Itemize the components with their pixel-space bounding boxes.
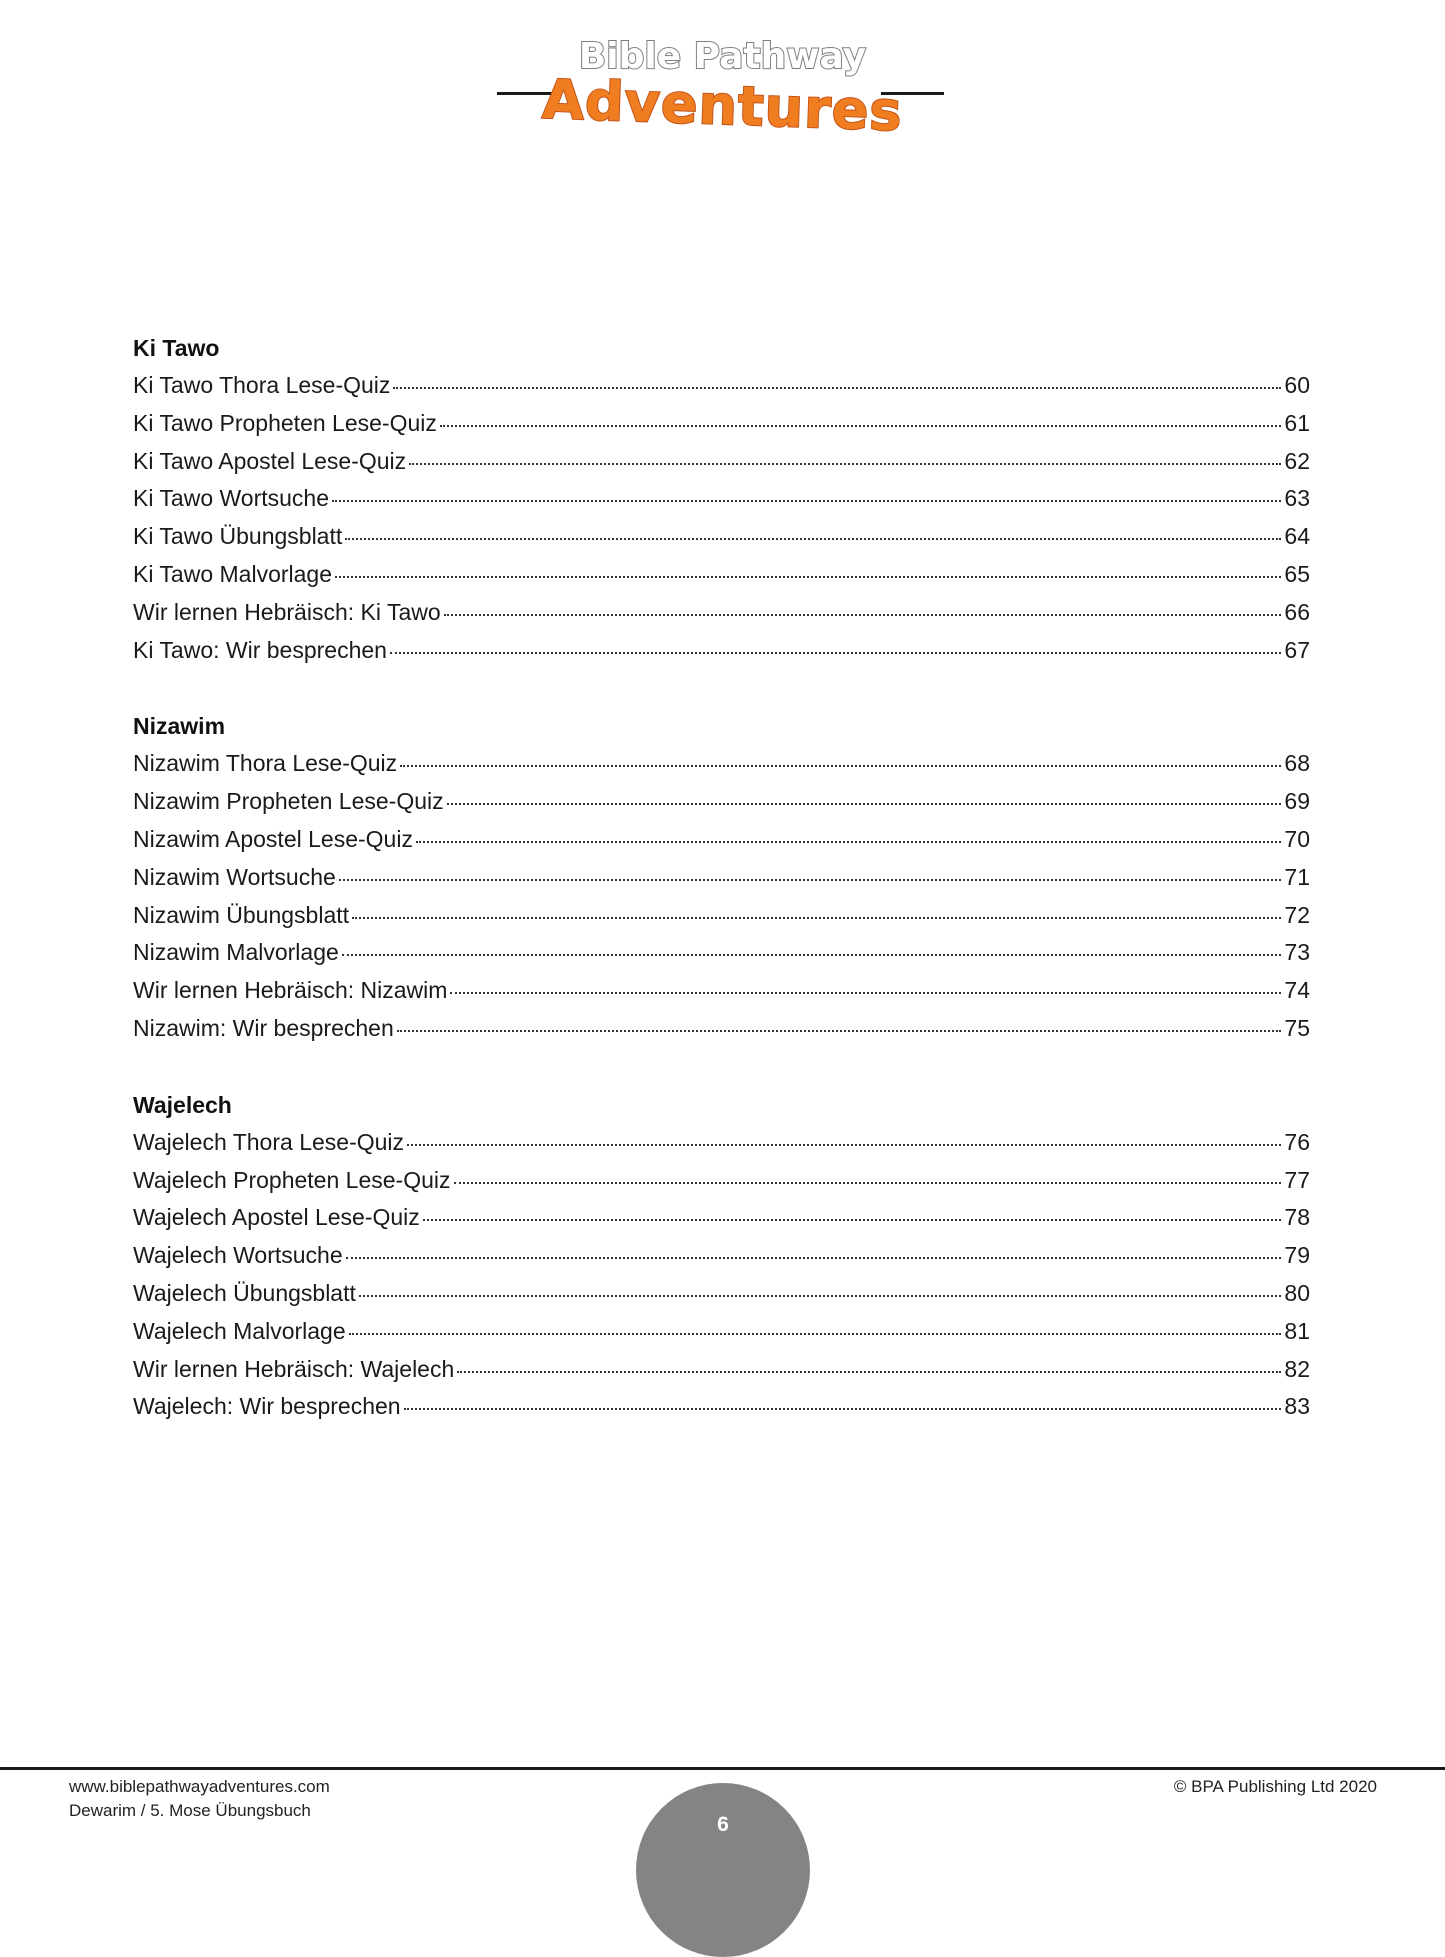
toc-entry[interactable] (133, 1388, 1310, 1426)
dot-leader (444, 613, 1282, 616)
page-number: 6 (717, 1813, 729, 1836)
dot-leader (339, 878, 1282, 881)
entry-page: 62 (1284, 447, 1310, 474)
dot-leader (450, 991, 1281, 994)
entry-page: 65 (1284, 560, 1310, 587)
dot-leader (454, 1181, 1282, 1184)
toc-entry[interactable] (133, 1162, 1310, 1200)
entry-label: Wajelech Apostel Lese-Quiz (133, 1204, 420, 1231)
toc-entry[interactable] (133, 1199, 1310, 1237)
toc-entry[interactable] (133, 367, 1310, 405)
dot-leader (440, 424, 1282, 427)
entry-label: Wajelech Übungsblatt (133, 1279, 356, 1306)
entry-label: Nizawim: Wir besprechen (133, 1014, 394, 1041)
toc-entry[interactable] (133, 443, 1310, 481)
toc-entry[interactable] (133, 859, 1310, 897)
dot-leader (457, 1370, 1281, 1373)
entry-page: 61 (1284, 409, 1310, 436)
entry-label: Ki Tawo: Wir besprechen (133, 636, 387, 663)
entry-label: Ki Tawo Übungsblatt (133, 523, 343, 550)
toc-entry[interactable] (133, 783, 1310, 821)
toc-section (133, 707, 1310, 1047)
footer-website-link[interactable]: www.biblepathwayadventures.com (69, 1777, 330, 1796)
dot-leader (335, 575, 1281, 578)
entry-label: Wajelech Wortsuche (133, 1242, 343, 1269)
entry-label: Ki Tawo Wortsuche (133, 485, 330, 512)
entry-label: Nizawim Propheten Lese-Quiz (133, 788, 444, 815)
entry-label: Wajelech: Wir besprechen (133, 1393, 401, 1420)
entry-label: Nizawim Übungsblatt (133, 901, 350, 928)
footer-copyright: © BPA Publishing Ltd 2020 (1173, 1777, 1377, 1796)
entry-label: Wajelech Thora Lese-Quiz (133, 1128, 405, 1155)
toc-entry[interactable] (133, 405, 1310, 443)
entry-label: Wajelech Propheten Lese-Quiz (133, 1166, 451, 1193)
dot-leader (423, 1218, 1282, 1221)
entry-label: Ki Tawo Apostel Lese-Quiz (133, 447, 407, 474)
entry-label: Ki Tawo Propheten Lese-Quiz (133, 409, 437, 436)
entry-label: Wir lernen Hebräisch: Nizawim (133, 977, 448, 1004)
toc-entry[interactable] (133, 556, 1310, 594)
toc-section (133, 329, 1310, 669)
toc-entry[interactable] (133, 480, 1310, 518)
entry-page: 82 (1284, 1355, 1310, 1382)
toc-entry[interactable] (133, 1237, 1310, 1275)
footer-rule (0, 1767, 1445, 1770)
section-title: Nizawim (133, 713, 226, 740)
dot-leader (345, 537, 1281, 540)
page-number-tab (636, 1783, 810, 1957)
dot-leader (400, 764, 1281, 767)
entry-label: Ki Tawo Thora Lese-Quiz (133, 372, 391, 398)
toc-section (133, 1086, 1310, 1426)
table-of-contents (133, 329, 1310, 1464)
footer-book-title: Dewarim / 5. Mose Übungsbuch (69, 1801, 311, 1820)
toc-entry[interactable] (133, 897, 1310, 935)
toc-entry[interactable] (133, 518, 1310, 556)
toc-entry[interactable] (133, 1124, 1310, 1162)
entry-page: 77 (1284, 1166, 1310, 1193)
entry-label: Nizawim Thora Lese-Quiz (133, 750, 398, 777)
dot-leader (332, 499, 1281, 502)
dot-leader (409, 462, 1281, 465)
logo-top-text: Bible Pathway (578, 36, 867, 77)
entry-page: 73 (1284, 939, 1310, 966)
dot-leader (346, 1256, 1282, 1259)
entry-page: 83 (1284, 1393, 1310, 1420)
toc-entry[interactable] (133, 1351, 1310, 1389)
section-title: Wajelech (133, 1091, 232, 1118)
entry-page: 70 (1284, 825, 1310, 852)
dot-leader (407, 1143, 1281, 1146)
dot-leader (359, 1294, 1282, 1297)
dot-leader (416, 840, 1281, 843)
entry-page: 74 (1284, 977, 1310, 1004)
entry-label: Nizawim Apostel Lese-Quiz (133, 825, 413, 852)
entry-page: 81 (1284, 1317, 1310, 1344)
dot-leader (404, 1407, 1282, 1410)
dot-leader (349, 1332, 1282, 1335)
entry-label: Wajelech Malvorlage (133, 1317, 346, 1344)
entry-page: 67 (1284, 636, 1310, 663)
entry-label: Wir lernen Hebräisch: Ki Tawo (133, 598, 441, 625)
toc-entry[interactable] (133, 745, 1310, 783)
section-title: Ki Tawo (133, 335, 220, 361)
dot-leader (397, 1029, 1282, 1032)
entry-page: 63 (1284, 485, 1310, 512)
toc-entry[interactable] (133, 934, 1310, 972)
entry-page: 69 (1284, 788, 1310, 815)
entry-label: Nizawim Malvorlage (133, 939, 339, 966)
toc-entry[interactable] (133, 1010, 1310, 1048)
dot-leader (342, 953, 1282, 956)
entry-page: 64 (1284, 523, 1310, 550)
entry-page: 79 (1284, 1242, 1310, 1269)
entry-page: 76 (1284, 1128, 1310, 1155)
logo-main-text: Adventures (541, 67, 904, 144)
entry-label: Ki Tawo Malvorlage (133, 560, 333, 587)
toc-entry[interactable] (133, 594, 1310, 632)
entry-label: Nizawim Wortsuche (133, 863, 336, 890)
dot-leader (352, 916, 1281, 919)
toc-entry[interactable] (133, 972, 1310, 1010)
brand-logo (0, 30, 1445, 144)
entry-page: 80 (1284, 1279, 1310, 1306)
entry-page: 60 (1284, 372, 1310, 398)
entry-page: 78 (1284, 1204, 1310, 1231)
entry-page: 72 (1284, 901, 1310, 928)
footer-left (69, 1775, 330, 1823)
toc-entry[interactable] (133, 632, 1310, 670)
entry-page: 71 (1284, 863, 1310, 890)
dot-leader (393, 386, 1281, 389)
dot-leader (447, 802, 1282, 805)
dot-leader (390, 651, 1281, 654)
entry-page: 66 (1284, 598, 1310, 625)
entry-page: 68 (1284, 750, 1310, 777)
toc-entry[interactable] (133, 821, 1310, 859)
toc-entry[interactable] (133, 1313, 1310, 1351)
toc-entry[interactable] (133, 1275, 1310, 1313)
entry-label: Wir lernen Hebräisch: Wajelech (133, 1355, 455, 1382)
entry-page: 75 (1284, 1014, 1310, 1041)
